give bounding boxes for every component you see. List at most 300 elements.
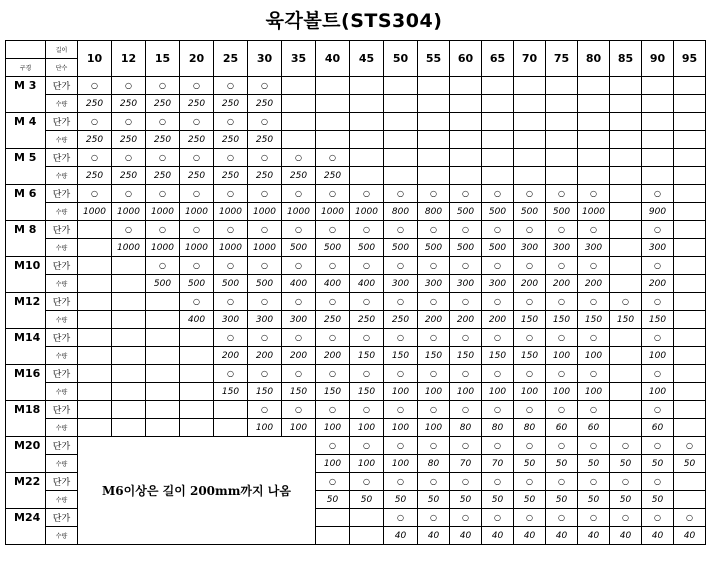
availability-mark: ○ — [384, 221, 418, 239]
availability-mark: ○ — [546, 293, 578, 311]
length-header: 10 — [78, 41, 112, 77]
availability-mark: ○ — [78, 77, 112, 95]
qty-value: 100 — [282, 419, 316, 437]
size-label: M20 — [6, 437, 46, 473]
qty-value: 1000 — [112, 239, 146, 257]
empty-cell — [482, 131, 514, 149]
qty-label: 수량 — [46, 131, 78, 149]
availability-mark: ○ — [146, 77, 180, 95]
qty-value: 250 — [78, 95, 112, 113]
qty-value: 1000 — [248, 239, 282, 257]
empty-cell — [350, 527, 384, 545]
availability-mark: ○ — [418, 437, 450, 455]
availability-mark: ○ — [578, 329, 610, 347]
availability-mark: ○ — [642, 293, 674, 311]
qty-value: 500 — [546, 203, 578, 221]
qty-value: 200 — [578, 275, 610, 293]
qty-value: 50 — [384, 491, 418, 509]
empty-cell — [610, 275, 642, 293]
length-header: 95 — [674, 41, 706, 77]
availability-mark: ○ — [514, 185, 546, 203]
price-row — [6, 185, 706, 203]
qty-value: 250 — [78, 131, 112, 149]
availability-mark: ○ — [642, 329, 674, 347]
qty-value: 80 — [450, 419, 482, 437]
availability-mark: ○ — [282, 221, 316, 239]
availability-mark: ○ — [180, 185, 214, 203]
size-label: M18 — [6, 401, 46, 437]
availability-mark: ○ — [316, 185, 350, 203]
qty-value: 250 — [78, 167, 112, 185]
qty-value: 100 — [642, 383, 674, 401]
empty-cell — [78, 383, 112, 401]
empty-cell — [674, 365, 706, 383]
qty-value: 250 — [146, 167, 180, 185]
empty-cell — [316, 113, 350, 131]
qty-value: 250 — [248, 95, 282, 113]
availability-mark: ○ — [248, 113, 282, 131]
length-header: 15 — [146, 41, 180, 77]
qty-value: 1000 — [146, 203, 180, 221]
empty-cell — [546, 95, 578, 113]
empty-cell — [112, 257, 146, 275]
qty-value: 200 — [546, 275, 578, 293]
availability-mark: ○ — [642, 473, 674, 491]
availability-mark: ○ — [482, 221, 514, 239]
length-header: 55 — [418, 41, 450, 77]
empty-cell — [418, 95, 450, 113]
availability-mark: ○ — [450, 185, 482, 203]
price-row — [6, 113, 706, 131]
qty-value: 400 — [180, 311, 214, 329]
availability-mark: ○ — [180, 221, 214, 239]
qty-value: 1000 — [214, 239, 248, 257]
qty-label: 수량 — [46, 311, 78, 329]
qty-value: 50 — [418, 491, 450, 509]
availability-mark: ○ — [450, 401, 482, 419]
empty-cell — [180, 347, 214, 365]
availability-mark: ○ — [514, 509, 546, 527]
price-label: 단가 — [46, 329, 78, 347]
qty-value: 100 — [482, 383, 514, 401]
qty-value: 250 — [146, 131, 180, 149]
empty-cell — [316, 527, 350, 545]
empty-cell — [514, 149, 546, 167]
availability-mark: ○ — [180, 293, 214, 311]
availability-mark: ○ — [350, 401, 384, 419]
length-header: 25 — [214, 41, 248, 77]
empty-cell — [418, 113, 450, 131]
qty-label: 수량 — [46, 527, 78, 545]
qty-value: 100 — [578, 383, 610, 401]
size-label: M 6 — [6, 185, 46, 221]
availability-mark: ○ — [316, 221, 350, 239]
price-row — [6, 257, 706, 275]
qty-value: 1000 — [78, 203, 112, 221]
empty-cell — [78, 239, 112, 257]
qty-label: 수량 — [46, 419, 78, 437]
qty-value: 100 — [350, 419, 384, 437]
qty-row — [6, 203, 706, 221]
length-header: 40 — [316, 41, 350, 77]
availability-mark: ○ — [418, 509, 450, 527]
qty-value: 100 — [450, 383, 482, 401]
empty-cell — [514, 77, 546, 95]
empty-cell — [674, 167, 706, 185]
length-header: 60 — [450, 41, 482, 77]
empty-cell — [610, 347, 642, 365]
empty-cell — [674, 275, 706, 293]
empty-cell — [674, 149, 706, 167]
price-row — [6, 77, 706, 95]
availability-mark: ○ — [578, 473, 610, 491]
empty-cell — [350, 113, 384, 131]
empty-cell — [316, 509, 350, 527]
availability-mark: ○ — [78, 185, 112, 203]
empty-cell — [610, 167, 642, 185]
qty-value: 1000 — [282, 203, 316, 221]
availability-mark: ○ — [546, 437, 578, 455]
empty-cell — [214, 419, 248, 437]
qty-value: 250 — [214, 167, 248, 185]
header-row-length — [6, 41, 706, 59]
availability-mark: ○ — [384, 437, 418, 455]
availability-mark: ○ — [514, 401, 546, 419]
empty-cell — [674, 221, 706, 239]
availability-mark: ○ — [316, 329, 350, 347]
qty-value: 40 — [578, 527, 610, 545]
qty-value: 500 — [482, 239, 514, 257]
qty-value: 150 — [514, 311, 546, 329]
qty-value: 100 — [578, 347, 610, 365]
availability-mark: ○ — [384, 293, 418, 311]
empty-cell — [546, 113, 578, 131]
empty-cell — [610, 257, 642, 275]
empty-cell — [282, 77, 316, 95]
qty-value: 300 — [418, 275, 450, 293]
availability-mark: ○ — [248, 401, 282, 419]
availability-mark: ○ — [418, 365, 450, 383]
empty-cell — [180, 383, 214, 401]
qty-value: 150 — [482, 347, 514, 365]
empty-cell — [514, 131, 546, 149]
availability-mark: ○ — [642, 437, 674, 455]
availability-mark: ○ — [316, 401, 350, 419]
availability-mark: ○ — [384, 365, 418, 383]
availability-mark: ○ — [450, 473, 482, 491]
qty-label: 수량 — [46, 455, 78, 473]
empty-cell — [514, 167, 546, 185]
availability-mark: ○ — [642, 509, 674, 527]
availability-mark: ○ — [546, 221, 578, 239]
spec-table — [5, 40, 706, 545]
availability-mark: ○ — [578, 185, 610, 203]
availability-mark: ○ — [350, 221, 384, 239]
qty-value: 1000 — [350, 203, 384, 221]
empty-cell — [610, 383, 642, 401]
availability-mark: ○ — [514, 365, 546, 383]
availability-mark: ○ — [214, 113, 248, 131]
availability-mark: ○ — [482, 509, 514, 527]
qty-value: 80 — [514, 419, 546, 437]
qty-value: 500 — [282, 239, 316, 257]
availability-mark: ○ — [610, 509, 642, 527]
availability-mark: ○ — [450, 293, 482, 311]
availability-mark: ○ — [78, 113, 112, 131]
empty-cell — [610, 419, 642, 437]
qty-label: 수량 — [46, 275, 78, 293]
availability-mark: ○ — [316, 365, 350, 383]
availability-mark: ○ — [350, 257, 384, 275]
empty-cell — [514, 95, 546, 113]
availability-mark: ○ — [316, 293, 350, 311]
price-row — [6, 401, 706, 419]
empty-cell — [112, 275, 146, 293]
qty-value: 200 — [642, 275, 674, 293]
availability-mark: ○ — [482, 365, 514, 383]
qty-value: 500 — [214, 275, 248, 293]
empty-cell — [610, 401, 642, 419]
length-header: 75 — [546, 41, 578, 77]
qty-value: 400 — [350, 275, 384, 293]
qty-value: 300 — [282, 311, 316, 329]
empty-cell — [180, 329, 214, 347]
empty-cell — [112, 311, 146, 329]
availability-mark: ○ — [482, 401, 514, 419]
qty-value: 300 — [642, 239, 674, 257]
qty-value: 80 — [418, 455, 450, 473]
empty-cell — [418, 167, 450, 185]
qty-value: 50 — [610, 491, 642, 509]
availability-mark: ○ — [482, 473, 514, 491]
page-title: 육각볼트(STS304) — [265, 10, 443, 32]
qty-value: 300 — [514, 239, 546, 257]
availability-mark: ○ — [350, 473, 384, 491]
availability-mark: ○ — [112, 149, 146, 167]
qty-row — [6, 275, 706, 293]
availability-mark: ○ — [214, 221, 248, 239]
qty-value: 150 — [642, 311, 674, 329]
availability-mark: ○ — [384, 185, 418, 203]
empty-cell — [78, 293, 112, 311]
size-label: M24 — [6, 509, 46, 545]
size-label: M12 — [6, 293, 46, 329]
qty-label: 수량 — [46, 347, 78, 365]
price-row — [6, 221, 706, 239]
availability-mark: ○ — [450, 221, 482, 239]
empty-cell — [578, 149, 610, 167]
empty-cell — [674, 239, 706, 257]
qty-value: 50 — [546, 455, 578, 473]
empty-cell — [282, 131, 316, 149]
empty-cell — [146, 293, 180, 311]
qty-value: 1000 — [316, 203, 350, 221]
availability-mark: ○ — [450, 509, 482, 527]
empty-cell — [450, 167, 482, 185]
length-header: 85 — [610, 41, 642, 77]
qty-value: 150 — [418, 347, 450, 365]
availability-mark: ○ — [214, 329, 248, 347]
price-label: 단가 — [46, 293, 78, 311]
availability-mark: ○ — [546, 365, 578, 383]
empty-cell — [482, 149, 514, 167]
qty-value: 150 — [384, 347, 418, 365]
availability-mark: ○ — [642, 365, 674, 383]
empty-cell — [112, 329, 146, 347]
qty-value: 100 — [418, 419, 450, 437]
availability-mark: ○ — [514, 293, 546, 311]
availability-mark: ○ — [146, 257, 180, 275]
empty-cell — [642, 131, 674, 149]
availability-mark: ○ — [350, 329, 384, 347]
availability-mark: ○ — [248, 293, 282, 311]
length-header: 80 — [578, 41, 610, 77]
availability-mark: ○ — [418, 329, 450, 347]
qty-value: 500 — [514, 203, 546, 221]
empty-cell — [350, 95, 384, 113]
qty-value: 40 — [482, 527, 514, 545]
qty-value: 40 — [514, 527, 546, 545]
qty-value: 40 — [674, 527, 706, 545]
qty-row — [6, 131, 706, 149]
availability-mark: ○ — [180, 113, 214, 131]
empty-cell — [674, 383, 706, 401]
empty-cell — [674, 203, 706, 221]
length-header: 70 — [514, 41, 546, 77]
empty-cell — [674, 77, 706, 95]
size-label: M 5 — [6, 149, 46, 185]
empty-cell — [450, 149, 482, 167]
qty-value: 500 — [384, 239, 418, 257]
availability-mark: ○ — [316, 473, 350, 491]
qty-value: 200 — [214, 347, 248, 365]
availability-mark: ○ — [146, 185, 180, 203]
availability-mark: ○ — [112, 221, 146, 239]
qty-value: 100 — [384, 455, 418, 473]
length-header: 20 — [180, 41, 214, 77]
availability-mark: ○ — [578, 401, 610, 419]
price-label: 단가 — [46, 149, 78, 167]
qty-value: 250 — [282, 167, 316, 185]
qty-value: 400 — [316, 275, 350, 293]
qty-value: 400 — [282, 275, 316, 293]
empty-cell — [146, 383, 180, 401]
availability-mark: ○ — [78, 149, 112, 167]
availability-mark: ○ — [180, 77, 214, 95]
empty-cell — [482, 77, 514, 95]
empty-cell — [180, 401, 214, 419]
empty-cell — [384, 167, 418, 185]
qty-label: 수량 — [46, 95, 78, 113]
qty-row — [6, 419, 706, 437]
price-row — [6, 329, 706, 347]
price-label: 단가 — [46, 185, 78, 203]
qty-value: 150 — [248, 383, 282, 401]
availability-mark: ○ — [546, 329, 578, 347]
qty-value: 100 — [642, 347, 674, 365]
qty-value: 150 — [514, 347, 546, 365]
empty-cell — [146, 365, 180, 383]
availability-mark: ○ — [146, 149, 180, 167]
availability-mark: ○ — [450, 365, 482, 383]
empty-cell — [146, 401, 180, 419]
price-row — [6, 365, 706, 383]
qty-value: 1000 — [180, 203, 214, 221]
availability-mark: ○ — [642, 185, 674, 203]
empty-cell — [384, 113, 418, 131]
qty-value: 50 — [578, 491, 610, 509]
availability-mark: ○ — [282, 365, 316, 383]
qty-value: 100 — [350, 455, 384, 473]
empty-cell — [578, 167, 610, 185]
qty-value: 250 — [112, 131, 146, 149]
empty-cell — [146, 347, 180, 365]
empty-cell — [674, 491, 706, 509]
empty-cell — [384, 77, 418, 95]
availability-mark: ○ — [418, 257, 450, 275]
qty-value: 50 — [316, 491, 350, 509]
size-label: M22 — [6, 473, 46, 509]
availability-mark: ○ — [418, 221, 450, 239]
availability-mark: ○ — [112, 77, 146, 95]
availability-mark: ○ — [282, 257, 316, 275]
qty-value: 40 — [418, 527, 450, 545]
availability-mark: ○ — [146, 221, 180, 239]
qty-value: 50 — [482, 491, 514, 509]
empty-cell — [180, 419, 214, 437]
empty-cell — [78, 221, 112, 239]
diameter-label: 구경 — [6, 59, 46, 77]
size-label: M 4 — [6, 113, 46, 149]
empty-cell — [674, 473, 706, 491]
qty-value: 40 — [610, 527, 642, 545]
availability-mark: ○ — [350, 185, 384, 203]
empty-cell — [450, 131, 482, 149]
empty-cell — [546, 167, 578, 185]
availability-mark: ○ — [384, 509, 418, 527]
qty-value: 50 — [642, 491, 674, 509]
empty-cell — [180, 365, 214, 383]
qty-value: 100 — [546, 347, 578, 365]
availability-mark: ○ — [418, 473, 450, 491]
length-header: 30 — [248, 41, 282, 77]
qty-value: 150 — [282, 383, 316, 401]
availability-mark: ○ — [214, 149, 248, 167]
qty-row — [6, 239, 706, 257]
qty-value: 70 — [450, 455, 482, 473]
availability-mark: ○ — [514, 257, 546, 275]
qty-value: 100 — [384, 383, 418, 401]
empty-cell — [282, 113, 316, 131]
empty-cell — [610, 221, 642, 239]
qty-value: 100 — [514, 383, 546, 401]
availability-mark: ○ — [350, 365, 384, 383]
price-label: 단가 — [46, 113, 78, 131]
qty-value: 150 — [316, 383, 350, 401]
qty-value: 300 — [482, 275, 514, 293]
qty-value: 40 — [450, 527, 482, 545]
qty-value: 40 — [642, 527, 674, 545]
empty-cell — [316, 77, 350, 95]
qty-value: 150 — [350, 347, 384, 365]
length-header: 45 — [350, 41, 384, 77]
qty-value: 100 — [316, 419, 350, 437]
qty-value: 40 — [384, 527, 418, 545]
empty-cell — [610, 239, 642, 257]
empty-cell — [78, 329, 112, 347]
empty-cell — [78, 257, 112, 275]
qty-value: 250 — [180, 167, 214, 185]
